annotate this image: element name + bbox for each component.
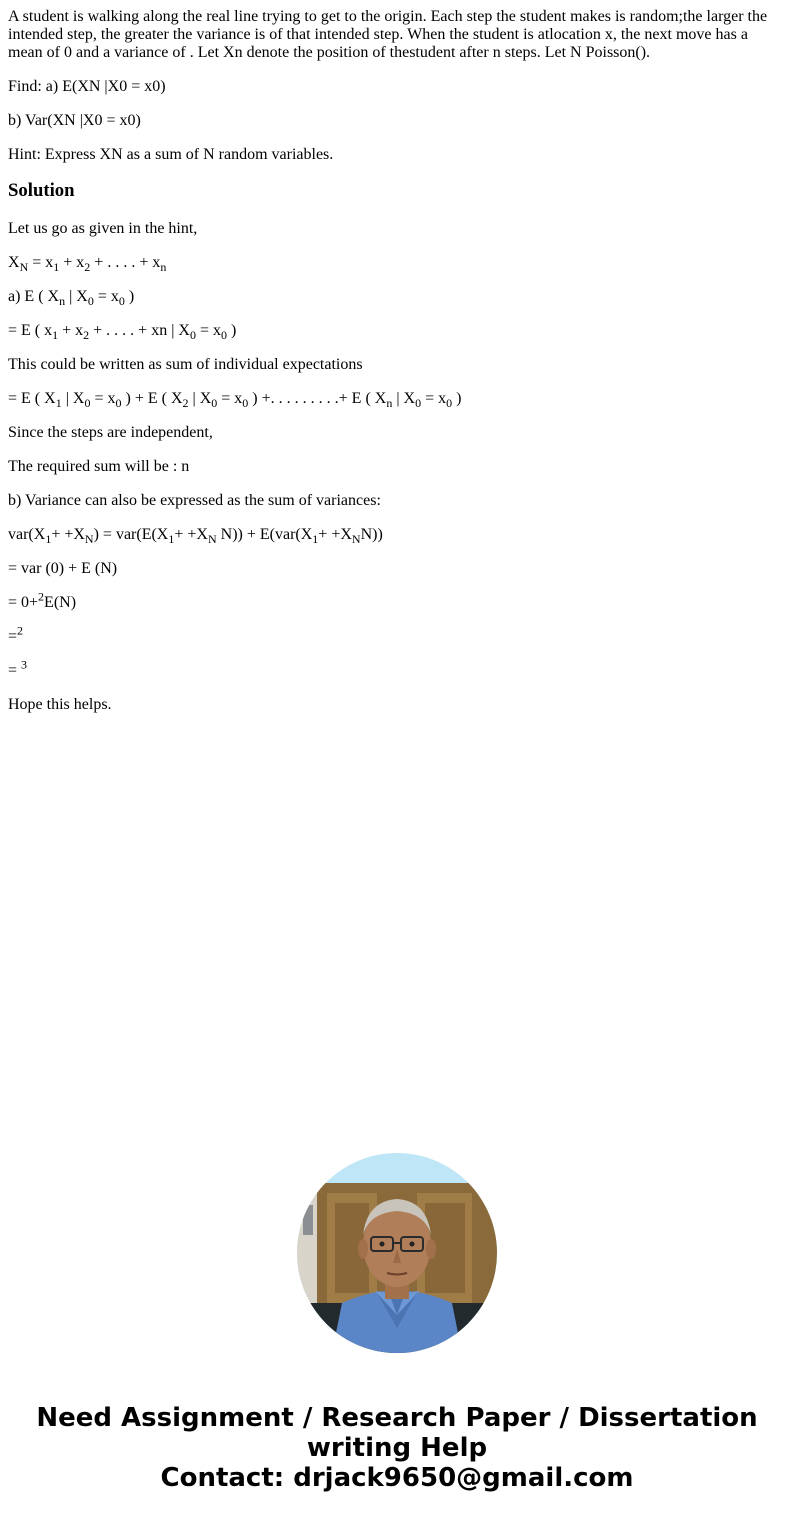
question-find-a: Find: a) E(XN |X0 = x0): [8, 78, 166, 95]
solution-heading: Solution: [8, 180, 75, 201]
footer-contact: [0, 1403, 794, 1493]
solution-required-sum: The required sum will be : n: [8, 458, 190, 475]
question-intro: A student is walking along the real line trying to get to the origin. Each step the student makes is random;the larger the intended step, the greater the variance is of that intended step. When the student is atlocation x, the next move has a mean of 0 and a variance of . Let Xn denote the position of thestudent after n steps. Let N Poisson().: [8, 8, 768, 61]
solution-sum-expectations: This could be written as sum of individual expectations: [8, 356, 363, 373]
document-body: [8, 8, 786, 730]
solution-independent: Since the steps are independent,: [8, 424, 213, 441]
equation-var-step2: = 0+$^2$E(N): [8, 589, 77, 611]
equation-expectation-a: a) E ( $X_n$ | $X_0 = x_0$ ): [8, 288, 135, 309]
equation-individual-expectations: = E ( $X_1$ | $X_0 = x_0$ ) + E ( $X_2$ | $X_0 = x_0$ ) +. . . . . . . . .+ E ( $X_n$ | $X_0 = x_0$ ): [8, 390, 462, 411]
question-find-b: b) Var(XN |X0 = x0): [8, 112, 141, 129]
solution-closing: Hope this helps.: [8, 696, 112, 713]
question-hint: Hint: Express XN as a sum of N random variables.: [8, 146, 334, 163]
tutor-photo-icon: [297, 1153, 497, 1353]
footer-line-1: Need Assignment / Research Paper / Dissertation: [36, 1403, 758, 1433]
footer-line-2: writing Help: [306, 1433, 488, 1463]
equation-expectation-expanded: = E ( $x_1 + x_2$ + . . . . + xn | $X_0 = x_0$ ): [8, 322, 237, 343]
equation-variance: $var(X_1+ +X_N) = var(E(X_1+ +X_N$ $N)) + E(var(X_1+ +X_NN))$: [8, 526, 383, 547]
equation-var-step3: =$^2$: [8, 623, 24, 645]
equation-var-result: = $^3$: [8, 657, 28, 679]
footer-contact-email: Contact: drjack9650@gmail.com: [160, 1463, 634, 1493]
equation-sum: $X_N = x_1 + x_2$ + . . . . + $x_n$: [8, 254, 167, 275]
solution-variance-intro: b) Variance can also be expressed as the sum of variances:: [8, 492, 381, 509]
solution-intro: Let us go as given in the hint,: [8, 220, 198, 237]
equation-var-zero: = var (0) + E (N): [8, 560, 118, 577]
